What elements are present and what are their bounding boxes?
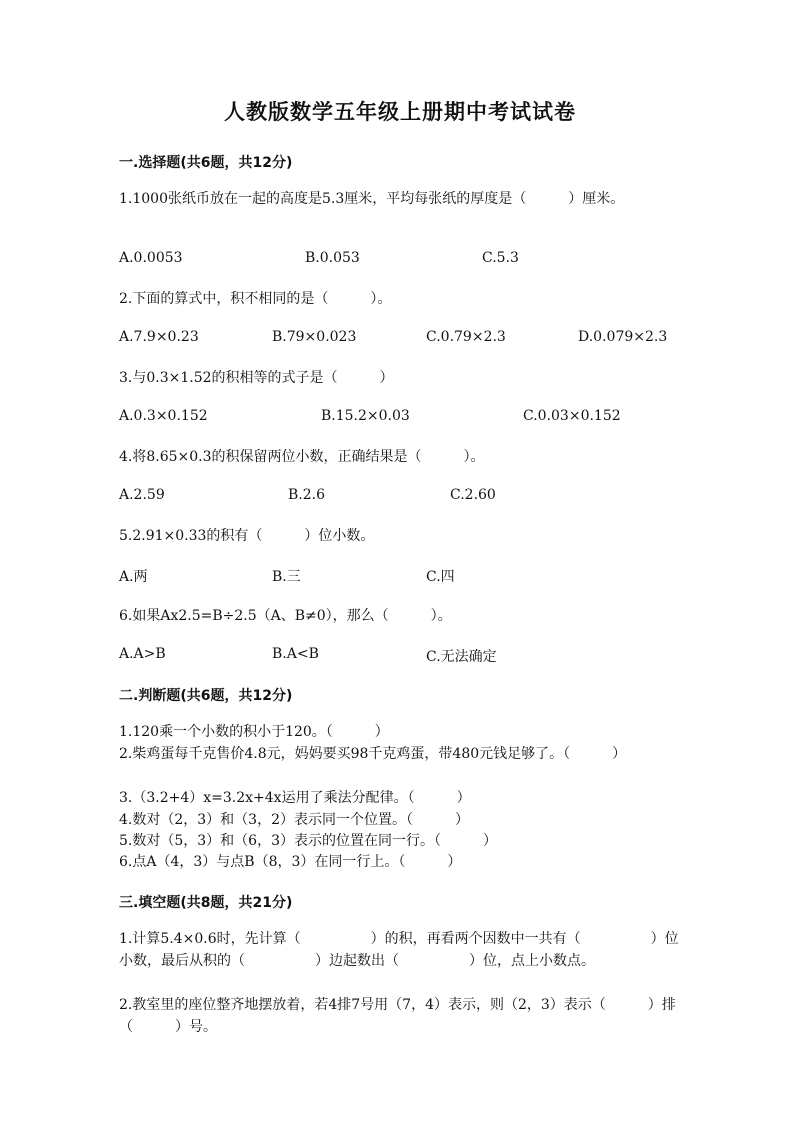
page-title: 人教版数学五年级上册期中考试试卷 bbox=[224, 99, 576, 124]
q1-option-c: C.5.3 bbox=[482, 250, 519, 266]
judge-item-3: 3.（3.2+4）x=3.2x+4x运用了乘法分配律。（ ） bbox=[119, 790, 471, 806]
q3-option-c: C.0.03×0.152 bbox=[523, 408, 621, 424]
q3-option-b: B.15.2×0.03 bbox=[321, 408, 410, 424]
fill-item-1: 1.计算5.4×0.6时，先计算（ ）的积，再看两个因数中一共有（ ）位小数，最后从积的（ ）边起数出（ ）位，点上小数点。 bbox=[119, 931, 679, 969]
section-heading-judge: 二.判断题(共6题，共12分) bbox=[119, 688, 293, 704]
question-3: 3.与0.3×1.52的积相等的式子是（ ） bbox=[119, 370, 394, 386]
question-4: 4.将8.65×0.3的积保留两位小数，正确结果是（ ）。 bbox=[119, 449, 485, 465]
q1-option-a: A.0.0053 bbox=[119, 250, 183, 266]
q2-option-d: D.0.079×2.3 bbox=[578, 329, 668, 345]
section-heading-fill: 三.填空题(共8题，共21分) bbox=[119, 895, 293, 911]
judge-item-5: 5.数对（5，3）和（6，3）表示的位置在同一行。（ ） bbox=[119, 833, 497, 849]
q2-option-a: A.7.9×0.23 bbox=[119, 329, 199, 345]
q4-option-c: C.2.60 bbox=[450, 487, 496, 503]
q4-option-a: A.2.59 bbox=[119, 487, 165, 503]
question-5: 5.2.91×0.33的积有（ ）位小数。 bbox=[119, 528, 375, 544]
question-1: 1.1000张纸币放在一起的高度是5.3厘米，平均每张纸的厚度是（ ）厘米。 bbox=[119, 191, 625, 207]
question-2: 2.下面的算式中，积不相同的是（ ）。 bbox=[119, 291, 392, 307]
q2-option-b: B.79×0.023 bbox=[272, 329, 357, 345]
judge-item-4: 4.数对（2，3）和（3，2）表示同一个位置。（ ） bbox=[119, 812, 469, 828]
q3-option-a: A.0.3×0.152 bbox=[119, 408, 208, 424]
q1-option-b: B.0.053 bbox=[305, 250, 360, 266]
q5-option-b: B.三 bbox=[272, 569, 301, 585]
q2-option-c: C.0.79×2.3 bbox=[426, 329, 506, 345]
judge-item-2: 2.柴鸡蛋每千克售价4.8元，妈妈要买98千克鸡蛋，带480元钱足够了。（ ） bbox=[119, 746, 627, 762]
question-6: 6.如果Ax2.5=B÷2.5（A、B≠0），那么（ ）。 bbox=[119, 608, 452, 624]
q4-option-b: B.2.6 bbox=[288, 487, 326, 503]
q5-option-a: A.两 bbox=[119, 569, 148, 585]
q6-option-a: A.A>B bbox=[119, 646, 166, 662]
fill-item-2: 2.教室里的座位整齐地摆放着，若4排7号用（7，4）表示，则（2，3）表示（ ）排（ ）号。 bbox=[119, 997, 676, 1035]
q5-option-c: C.四 bbox=[426, 569, 455, 585]
q6-option-b: B.A<B bbox=[272, 646, 319, 662]
q6-option-c: C.无法确定 bbox=[426, 649, 497, 665]
judge-item-6: 6.点A（4，3）与点B（8，3）在同一行上。（ ） bbox=[119, 854, 462, 870]
judge-item-1: 1.120乘一个小数的积小于120。（ ） bbox=[119, 724, 389, 740]
section-heading-choice: 一.选择题(共6题，共12分) bbox=[119, 155, 293, 171]
